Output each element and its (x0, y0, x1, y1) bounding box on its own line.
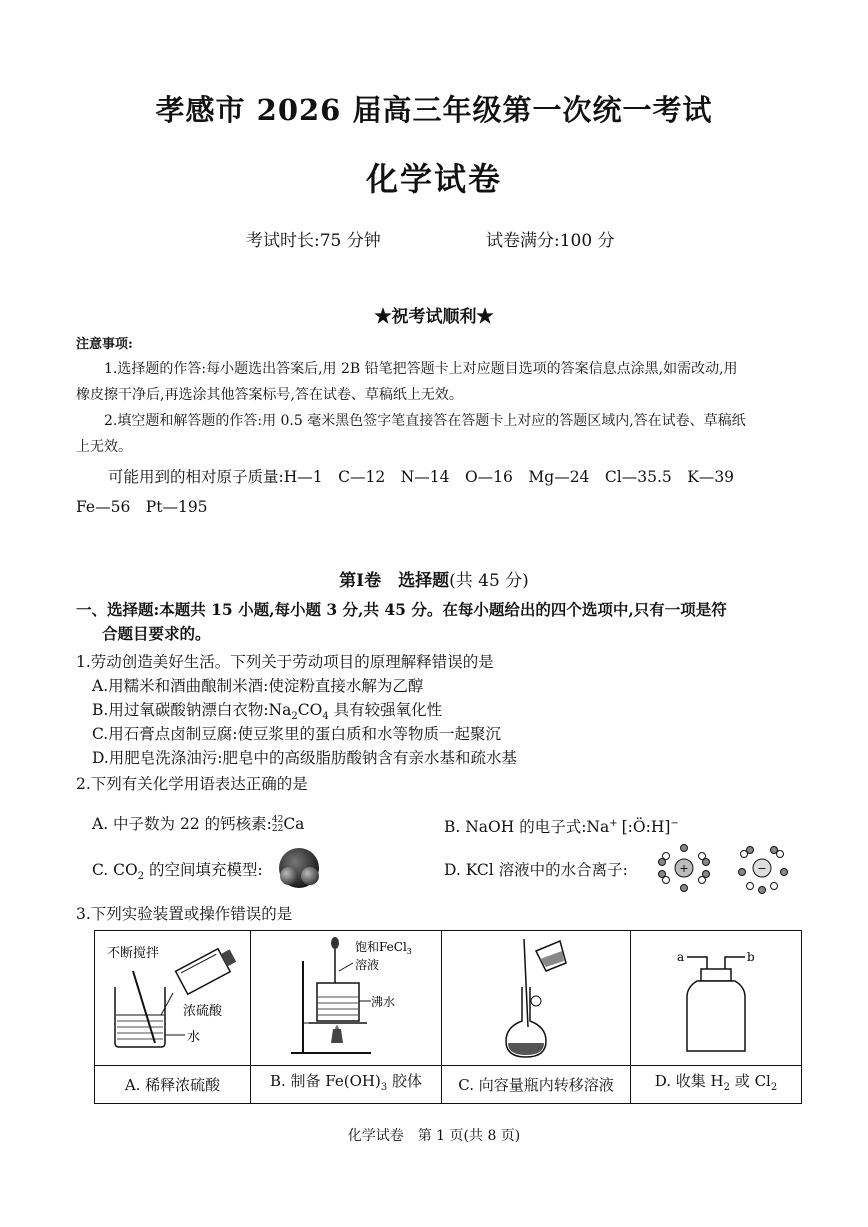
apparatus-a (95, 931, 251, 1066)
section-instruction-line1: 一、选择题:本题共 15 小题,每小题 3 分,共 45 分。在每小题给出的四个选项中,只有一项是符 (76, 600, 727, 619)
q2-option-b (444, 812, 679, 839)
q1-option-b-text: B.用过氧碳酸钠漂白衣物:Na (92, 701, 292, 719)
section-score: (共 45 分) (449, 571, 529, 591)
exam-duration: 考试时长:75 分钟 (246, 231, 381, 251)
exam-title: 孝感市 2026 届高三年级第一次统一考试 (155, 93, 713, 127)
q2-element-symbol: Ca (283, 815, 305, 833)
q2-option-a (92, 812, 304, 836)
caption-c: C. 向容量瓶内转移溶液 (442, 1066, 631, 1104)
caption-d-sub1: 2 (723, 1082, 731, 1093)
hydrated-ions-diagram (644, 842, 794, 898)
caption-d-text: D. 收集 H (654, 1072, 724, 1090)
svg-text:+: + (679, 862, 689, 875)
full-score: 试卷满分:100 分 (486, 231, 615, 251)
svg-text:−: − (757, 862, 767, 875)
notice-item-1-line2: 橡皮擦干净后,再选涂其他答案标号,答在试卷、草稿纸上无效。 (76, 387, 463, 403)
apparatus-b (251, 931, 442, 1066)
section-instruction (76, 598, 800, 646)
notice-item-2-line2: 上无效。 (76, 439, 132, 455)
section-title (0, 566, 868, 591)
label-fecl3: 饱和FeCl$_3$ (355, 940, 412, 956)
section-name: 第Ⅰ卷 选择题 (339, 571, 450, 591)
caption-d-mid: 或 Cl (730, 1072, 771, 1090)
caption-d (631, 1066, 802, 1104)
apparatus-c (442, 931, 631, 1066)
q2-option-b-text: B. NaOH 的电子式:Na (444, 818, 610, 837)
label-solution: 溶液 (355, 958, 380, 972)
label-conc-acid: 浓硫酸 (183, 1004, 223, 1019)
label-stir: 不断搅拌 (107, 946, 160, 961)
caption-d-sub2: 2 (770, 1082, 778, 1093)
page-footer: 化学试卷 第 1 页(共 8 页) (347, 1128, 521, 1144)
q1-option-b-sub2: 4 (322, 711, 329, 723)
label-inlet-b: b (747, 950, 755, 964)
label-inlet-a: a (677, 950, 685, 964)
caption-b-post: 胶体 (387, 1072, 423, 1090)
q1-stem: 1.劳动创造美好生活。下列关于劳动项目的原理解释错误的是 (76, 653, 494, 671)
hydrated-k-ion (659, 845, 710, 892)
q2-stem: 2.下列有关化学用语表达正确的是 (76, 775, 308, 793)
notice-item-1 (76, 356, 798, 408)
q1-option-b-mid: CO (297, 701, 323, 719)
notice-item-2-line1: 2.填空题和解答题的作答:用 0.5 毫米黑色签字笔直接答在答题卡上对应的答题区域内,答在试卷、草稿纸 (104, 413, 746, 429)
q1-option-a: A.用糯米和酒曲酿制米酒:使淀粉直接水解为乙醇 (92, 677, 424, 695)
q2-option-c (92, 858, 263, 889)
caption-b (251, 1066, 442, 1104)
q2-atomic-number: 22 (271, 824, 284, 834)
atomic-masses (76, 462, 798, 522)
q2-mass-number: 42 (271, 815, 284, 825)
q2-option-b-plus: + (609, 818, 618, 829)
q2-option-c-post: 的空间填充模型: (144, 861, 263, 879)
blessing: ★祝考试顺利★ (374, 307, 494, 327)
apparatus-d (631, 931, 802, 1066)
hydrated-cl-ion (739, 847, 788, 894)
co2-space-filling-model (274, 846, 324, 892)
q1-option-b-post: 具有较强氧化性 (328, 701, 443, 719)
subject-title: 化学试卷 (365, 160, 502, 198)
dilute-acid-diagram (95, 931, 250, 1061)
notice-item-2 (76, 408, 798, 460)
q3-stem: 3.下列实验装置或操作错误的是 (76, 905, 293, 923)
q1-option-b-sub1: 2 (291, 711, 298, 723)
volumetric-flask-diagram (442, 931, 630, 1061)
notice-item-1-line1: 1.选择题的作答:每小题选出答案后,用 2B 铅笔把答题卡上对应题目选项的答案信息点涂黑,如需改动,用 (104, 361, 738, 377)
q2-option-c-text: C. CO (92, 861, 138, 879)
caption-b-sub: 3 (380, 1082, 388, 1093)
q2-nuclide-numbers (272, 816, 283, 834)
caption-b-text: B. 制备 Fe(OH) (269, 1072, 381, 1090)
caption-a: A. 稀释浓硫酸 (95, 1066, 251, 1104)
atomic-masses-line2: Fe—56 Pt—195 (76, 498, 208, 516)
section-instruction-line2: 合题目要求的。 (102, 624, 211, 643)
q1-option-c: C.用石膏点卤制豆腐:使豆浆里的蛋白质和水等物质一起聚沉 (92, 725, 501, 743)
q1-option-d: D.用肥皂洗涤油污:肥皂中的高级脂肪酸钠含有亲水基和疏水基 (92, 749, 518, 767)
notice-heading: 注意事项: (76, 337, 133, 352)
apparatus-table (94, 930, 802, 1104)
q2-option-a-text: A. 中子数为 22 的钙核素: (92, 815, 272, 833)
atomic-masses-line1: 可能用到的相对原子质量:H—1 C—12 N—14 O—16 Mg—24 Cl—35.5 K—39 (108, 468, 735, 486)
label-boiling-water: 沸水 (371, 995, 396, 1009)
q2-electron-formula: [:Ö:H] (621, 818, 671, 837)
q2-option-c-sub: 2 (137, 871, 145, 883)
gas-collecting-bottle-diagram (631, 931, 801, 1061)
label-water: 水 (187, 1030, 201, 1045)
fe-oh3-colloid-diagram (251, 931, 441, 1061)
q2-option-d: D. KCl 溶液中的水合离子: (444, 861, 628, 879)
q2-option-b-minus: − (670, 818, 679, 829)
